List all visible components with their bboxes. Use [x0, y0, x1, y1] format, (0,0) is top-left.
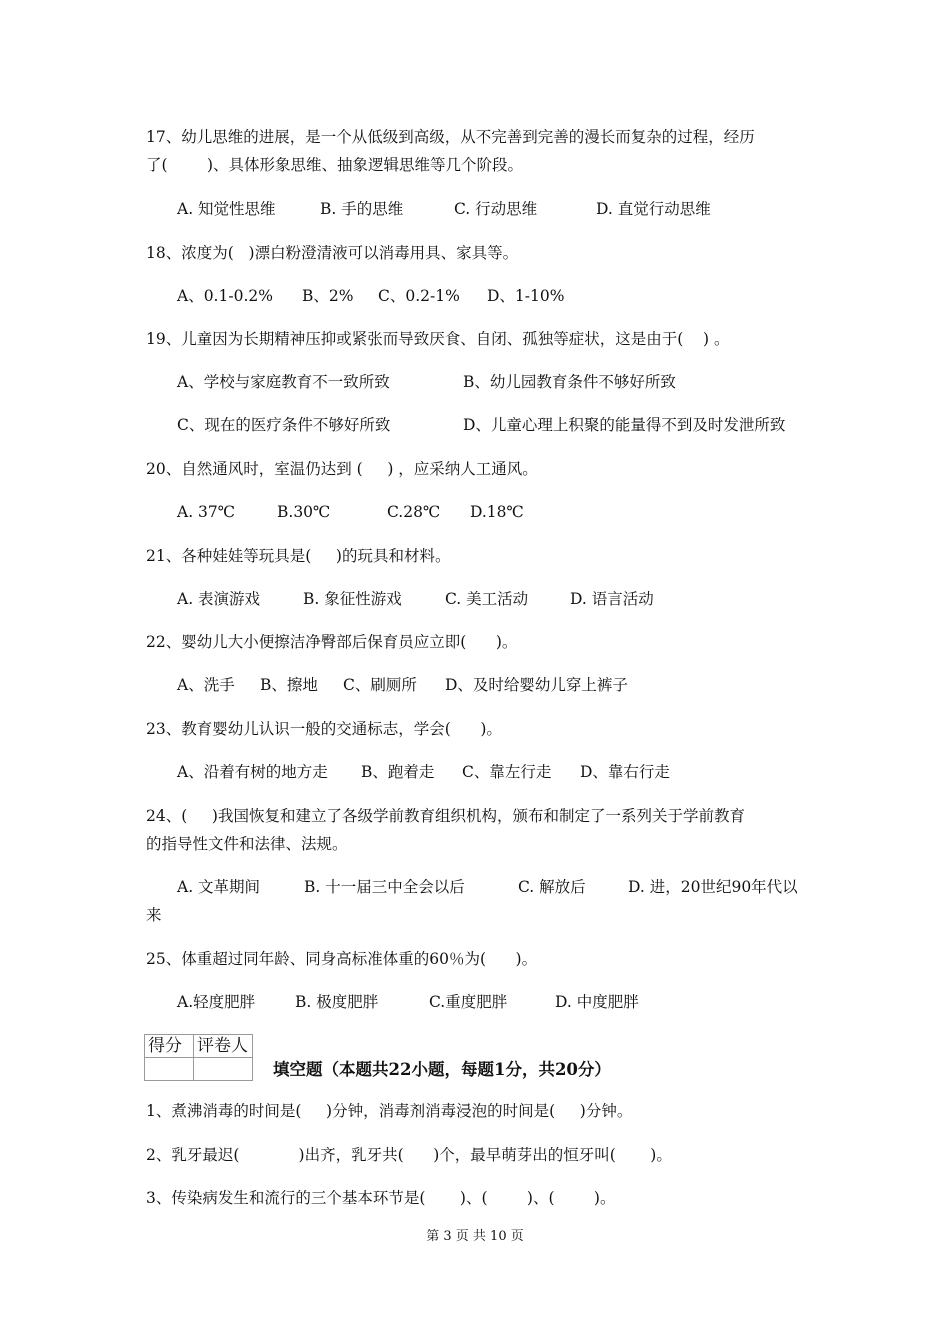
- q20-option-b: B.30℃: [277, 503, 331, 521]
- q23-option-d: D、靠右行走: [580, 763, 670, 781]
- q18-option-a: A、0.1-0.2%: [177, 287, 273, 305]
- q18-option-c: C、0.2-1%: [378, 287, 460, 305]
- q23-option-c: C、靠左行走: [462, 763, 552, 781]
- q17-option-b: B. 手的思维: [320, 200, 404, 218]
- q17-option-a: A. 知觉性思维: [177, 200, 276, 218]
- q22-option-b: B、擦地: [260, 676, 318, 694]
- q22-option-c: C、刷厕所: [343, 676, 417, 694]
- fill-in-q3: 3、传染病发生和流行的三个基本环节是( )、( )、( )。: [146, 1189, 616, 1207]
- q19-stem: 19、儿童因为长期精神压抑或紧张而导致厌食、自闭、孤独等症状，这是由于( ) 。: [146, 330, 730, 348]
- q25-option-a: A.轻度肥胖: [177, 993, 256, 1011]
- section-title: 填空题（本题共22小题，每题1分，共20分）: [273, 1060, 611, 1079]
- q19-option-c: C、现在的医疗条件不够好所致: [177, 416, 391, 434]
- q21-option-d: D. 语言活动: [570, 590, 654, 608]
- q25-option-d: D. 中度肥胖: [555, 993, 639, 1011]
- fill-in-q1: 1、煮沸消毒的时间是( )分钟，消毒剂消毒浸泡的时间是( )分钟。: [146, 1102, 633, 1120]
- q24-option-a: A. 文革期间: [177, 878, 261, 896]
- q23-stem: 23、教育婴幼儿认识一般的交通标志，学会( )。: [146, 720, 502, 738]
- q19-option-b: B、幼儿园教育条件不够好所致: [463, 373, 676, 391]
- q17-stem-line1: 17、幼儿思维的进展，是一个从低级到高级，从不完善到完善的漫长而复杂的过程，经历: [146, 128, 755, 146]
- q20-option-a: A. 37℃: [177, 503, 236, 521]
- q24-stem-line1: 24、( )我国恢复和建立了各级学前教育组织机构，颁布和制定了一系列关于学前教育: [146, 807, 745, 825]
- q17-stem-line2: 了( )、具体形象思维、抽象逻辑思维等几个阶段。: [146, 156, 524, 174]
- q17-option-c: C. 行动思维: [454, 200, 538, 218]
- q19-option-d: D、儿童心理上积聚的能量得不到及时发泄所致: [463, 416, 786, 434]
- q22-option-a: A、洗手: [177, 676, 235, 694]
- q17-option-d: D. 直觉行动思维: [596, 200, 711, 218]
- q20-option-c: C.28℃: [387, 503, 441, 521]
- q21-option-b: B. 象征性游戏: [303, 590, 402, 608]
- page-footer: 第 3 页 共 10 页: [426, 1229, 524, 1244]
- score-box: [144, 1034, 253, 1081]
- fill-in-q2: 2、乳牙最迟( )出齐，乳牙共( )个，最早萌芽出的恒牙叫( )。: [146, 1146, 672, 1164]
- q24-option-d-wrap: 来: [146, 906, 162, 924]
- q25-stem: 25、体重超过同年龄、同身高标准体重的60％为( )。: [146, 950, 538, 968]
- score-cell: [145, 1058, 194, 1081]
- q21-option-c: C. 美工活动: [445, 590, 529, 608]
- q24-option-c: C. 解放后: [518, 878, 586, 896]
- q24-option-b: B. 十一届三中全会以后: [304, 878, 465, 896]
- q25-option-b: B. 极度肥胖: [295, 993, 379, 1011]
- q18-option-b: B、2%: [302, 287, 354, 305]
- q18-option-d: D、1-10%: [487, 287, 565, 305]
- q24-stem-line2: 的指导性文件和法律、法规。: [146, 835, 348, 853]
- q21-option-a: A. 表演游戏: [177, 590, 261, 608]
- score-label: 得分: [145, 1035, 194, 1058]
- q25-option-c: C.重度肥胖: [429, 993, 508, 1011]
- q22-option-d: D、及时给婴幼儿穿上裤子: [445, 676, 628, 694]
- q23-option-a: A、沿着有树的地方走: [177, 763, 328, 781]
- grader-label: 评卷人: [194, 1035, 253, 1058]
- q21-stem: 21、各种娃娃等玩具是( )的玩具和材料。: [146, 547, 451, 565]
- q23-option-b: B、跑着走: [361, 763, 435, 781]
- q18-stem: 18、浓度为( )漂白粉澄清液可以消毒用具、家具等。: [146, 244, 519, 262]
- q20-stem: 20、自然通风时，室温仍达到 ( ) ，应采纳人工通风。: [146, 460, 538, 478]
- grader-cell: [194, 1058, 253, 1081]
- q20-option-d: D.18℃: [470, 503, 524, 521]
- q22-stem: 22、婴幼儿大小便擦洁净臀部后保育员应立即( )。: [146, 633, 518, 651]
- q19-option-a: A、学校与家庭教育不一致所致: [177, 373, 390, 391]
- q24-option-d: D. 进，20世纪90年代以: [628, 878, 798, 896]
